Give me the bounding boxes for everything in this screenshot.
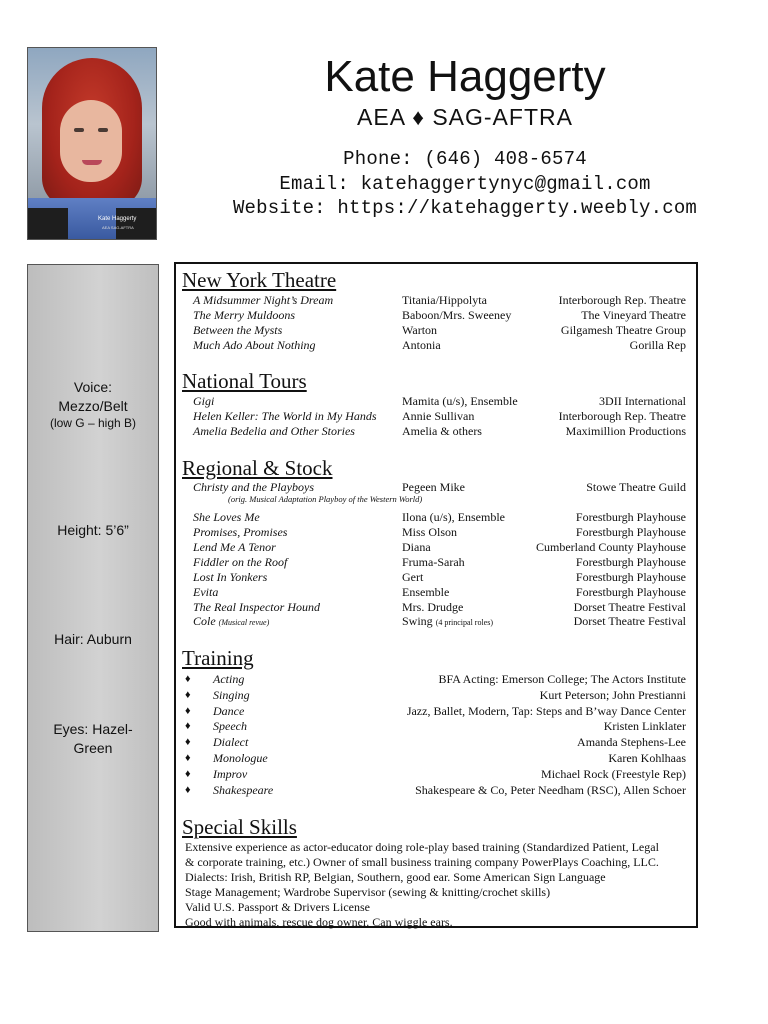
credit-row: [176, 323, 696, 338]
section-title-new-york: New York Theatre: [182, 268, 337, 292]
credit-row: [176, 293, 696, 308]
role: Pegeen Mike: [402, 480, 465, 494]
credit-row: [176, 308, 696, 323]
role: Titania/Hippolyta: [402, 293, 487, 307]
role: Miss Olson: [402, 525, 458, 539]
credit-row: [176, 555, 696, 570]
training-detail: Amanda Stephens-Lee: [577, 735, 686, 750]
show-title: Fiddler on the Roof: [193, 555, 288, 569]
training-row: [176, 750, 696, 766]
training-row: [176, 718, 696, 734]
special-skill-line: Dialects: Irish, British RP, Belgian, Southern, good ear. Some American Sign Language: [185, 870, 606, 884]
voice-label: Voice:: [73, 379, 113, 395]
credit-row: [176, 424, 696, 439]
photo-caption-sub: AEA SAG-AFTRA: [102, 225, 134, 230]
show-title: She Loves Me: [193, 510, 260, 524]
special-skill-line: Extensive experience as actor-educator doing role-play based training (Standardized Patient, Legal: [185, 840, 659, 854]
credit-row: [176, 540, 696, 555]
training-skill: Dance: [213, 703, 245, 718]
special-skill-line: Good with animals, rescue dog owner. Can wiggle ears.: [185, 915, 453, 929]
venue: Gilgamesh Theatre Group: [560, 323, 686, 337]
credit-note: (orig. Musical Adaptation Playboy of the Western World): [228, 494, 423, 504]
diamond-bullet-icon: ♦: [185, 688, 191, 701]
credit-row: [176, 525, 696, 540]
training-skill: Speech: [213, 719, 247, 734]
show-title: The Merry Muldoons: [193, 308, 295, 322]
section-title-training: Training: [182, 646, 254, 670]
credit-row: [176, 614, 696, 629]
venue: Interborough Rep. Theatre: [558, 409, 686, 423]
credit-row: [176, 338, 696, 353]
show-title: Cole (Musical revue): [193, 614, 270, 628]
training-row: [176, 766, 696, 782]
show-title: Lost In Yonkers: [193, 570, 268, 584]
training-skill: Improv: [213, 766, 248, 781]
section-title-special-skills: Special Skills: [182, 815, 297, 839]
headshot-photo: [27, 47, 157, 240]
phone: Phone: (646) 408-6574: [343, 148, 587, 170]
credit-row: [176, 570, 696, 585]
voice-value: Mezzo/Belt: [58, 398, 128, 414]
venue: Dorset Theatre Festival: [573, 600, 686, 614]
website: Website: https://katehaggerty.weebly.com: [232, 197, 698, 219]
venue: Maximillion Productions: [565, 424, 686, 438]
training-skill: Singing: [213, 687, 250, 702]
voice-range: (low G – high B): [49, 416, 137, 430]
show-title: The Real Inspector Hound: [193, 600, 320, 614]
credit-row: [176, 600, 696, 615]
role: Antonia: [402, 338, 441, 352]
training-detail: Kristen Linklater: [603, 719, 686, 734]
training-detail: BFA Acting: Emerson College; The Actors Institute: [438, 672, 686, 686]
role: Diana: [402, 540, 431, 554]
role: Annie Sullivan: [402, 409, 475, 423]
role: Swing (4 principal roles): [402, 614, 493, 628]
section-title-regional: Regional & Stock: [182, 456, 333, 480]
training-skill: Shakespeare: [213, 782, 274, 797]
photo-eye: [98, 128, 108, 132]
training-detail: Michael Rock (Freestyle Rep): [541, 766, 686, 781]
venue: 3DII International: [599, 394, 686, 408]
training-detail: Shakespeare & Co, Peter Needham (RSC), Allen Schoer: [415, 782, 686, 797]
credits-box: [174, 262, 698, 928]
diamond-bullet-icon: ♦: [185, 752, 191, 764]
role: Ilona (u/s), Ensemble: [402, 510, 505, 524]
photo-mouth: [82, 160, 102, 165]
email: Email: katehaggertynyc@gmail.com: [279, 173, 651, 195]
actor-name: Kate Haggerty: [324, 52, 606, 101]
training-row: [176, 703, 696, 719]
training-detail: Jazz, Ballet, Modern, Tap: Steps and B’way Dance Center: [406, 703, 686, 718]
show-title: A Midsummer Night’s Dream: [193, 293, 334, 307]
venue: Dorset Theatre Festival: [573, 614, 686, 628]
role: Amelia & others: [402, 424, 482, 438]
training-detail: Kurt Peterson; John Prestianni: [539, 687, 686, 702]
training-row: [176, 687, 696, 703]
height: Height: 5’6”: [57, 522, 129, 538]
training-skill: Acting: [213, 672, 245, 686]
eye-color-cont: Green: [73, 740, 113, 756]
training-detail: Karen Kohlhaas: [608, 751, 686, 765]
show-title: Gigi: [193, 394, 215, 408]
special-skill-line: & corporate training, etc.) Owner of small business training company PowerPlays Coaching, LLC.: [185, 855, 659, 869]
role: Gert: [402, 570, 424, 584]
venue: Gorilla Rep: [629, 338, 686, 352]
credit-row: [176, 409, 696, 424]
credit-row: [176, 585, 696, 600]
show-title: Lend Me A Tenor: [193, 540, 276, 554]
role: Warton: [402, 323, 438, 337]
role: Fruma-Sarah: [402, 555, 465, 569]
section-title-national-tours: National Tours: [182, 369, 307, 393]
role: Mamita (u/s), Ensemble: [402, 394, 518, 408]
show-title: Helen Keller: The World in My Hands: [193, 409, 377, 423]
photo-caption-name: Kate Haggerty: [98, 216, 137, 222]
venue: Interborough Rep. Theatre: [558, 293, 686, 307]
photo-face: [60, 100, 122, 182]
venue: Forestburgh Playhouse: [575, 570, 686, 584]
role: Mrs. Drudge: [402, 600, 464, 614]
photo-jacket: [28, 208, 68, 239]
special-skill-line: Stage Management; Wardrobe Supervisor (sewing & knitting/crochet skills): [185, 885, 551, 899]
diamond-bullet-icon: ♦: [185, 736, 191, 749]
training-row: [176, 671, 696, 687]
training-skill: Monologue: [213, 751, 268, 765]
show-title: Christy and the Playboys: [193, 480, 314, 494]
venue: Forestburgh Playhouse: [575, 525, 686, 539]
show-title: Amelia Bedelia and Other Stories: [193, 424, 355, 438]
role: Ensemble: [402, 585, 450, 599]
eye-color: Eyes: Hazel-: [53, 721, 133, 737]
credit-row: [176, 510, 696, 525]
venue: Stowe Theatre Guild: [586, 480, 686, 494]
union-affiliations: AEA ♦ SAG-AFTRA: [357, 104, 573, 130]
special-skill-line: Valid U.S. Passport & Drivers License: [185, 900, 370, 914]
venue: Forestburgh Playhouse: [575, 555, 686, 569]
show-title: Much Ado About Nothing: [193, 338, 316, 352]
show-title: Between the Mysts: [193, 323, 283, 337]
diamond-bullet-icon: ♦: [185, 767, 191, 780]
venue: Cumberland County Playhouse: [536, 540, 686, 554]
credit-row: [176, 480, 696, 495]
diamond-bullet-icon: ♦: [185, 720, 191, 733]
diamond-bullet-icon: ♦: [185, 783, 191, 796]
training-row: [176, 782, 696, 798]
diamond-bullet-icon: ♦: [185, 673, 191, 685]
stats-sidebar: [27, 264, 159, 932]
photo-eye: [74, 128, 84, 132]
role: Baboon/Mrs. Sweeney: [402, 308, 512, 322]
photo-jacket: [116, 208, 156, 239]
venue: Forestburgh Playhouse: [575, 510, 686, 524]
show-title: Promises, Promises: [193, 525, 288, 539]
diamond-bullet-icon: ♦: [185, 704, 191, 717]
venue: The Vineyard Theatre: [581, 308, 686, 322]
show-title: Evita: [193, 585, 219, 599]
venue: Forestburgh Playhouse: [575, 585, 686, 599]
training-row: [176, 734, 696, 750]
credit-row: [176, 394, 696, 409]
hair-color: Hair: Auburn: [54, 631, 132, 647]
training-skill: Dialect: [213, 735, 249, 750]
